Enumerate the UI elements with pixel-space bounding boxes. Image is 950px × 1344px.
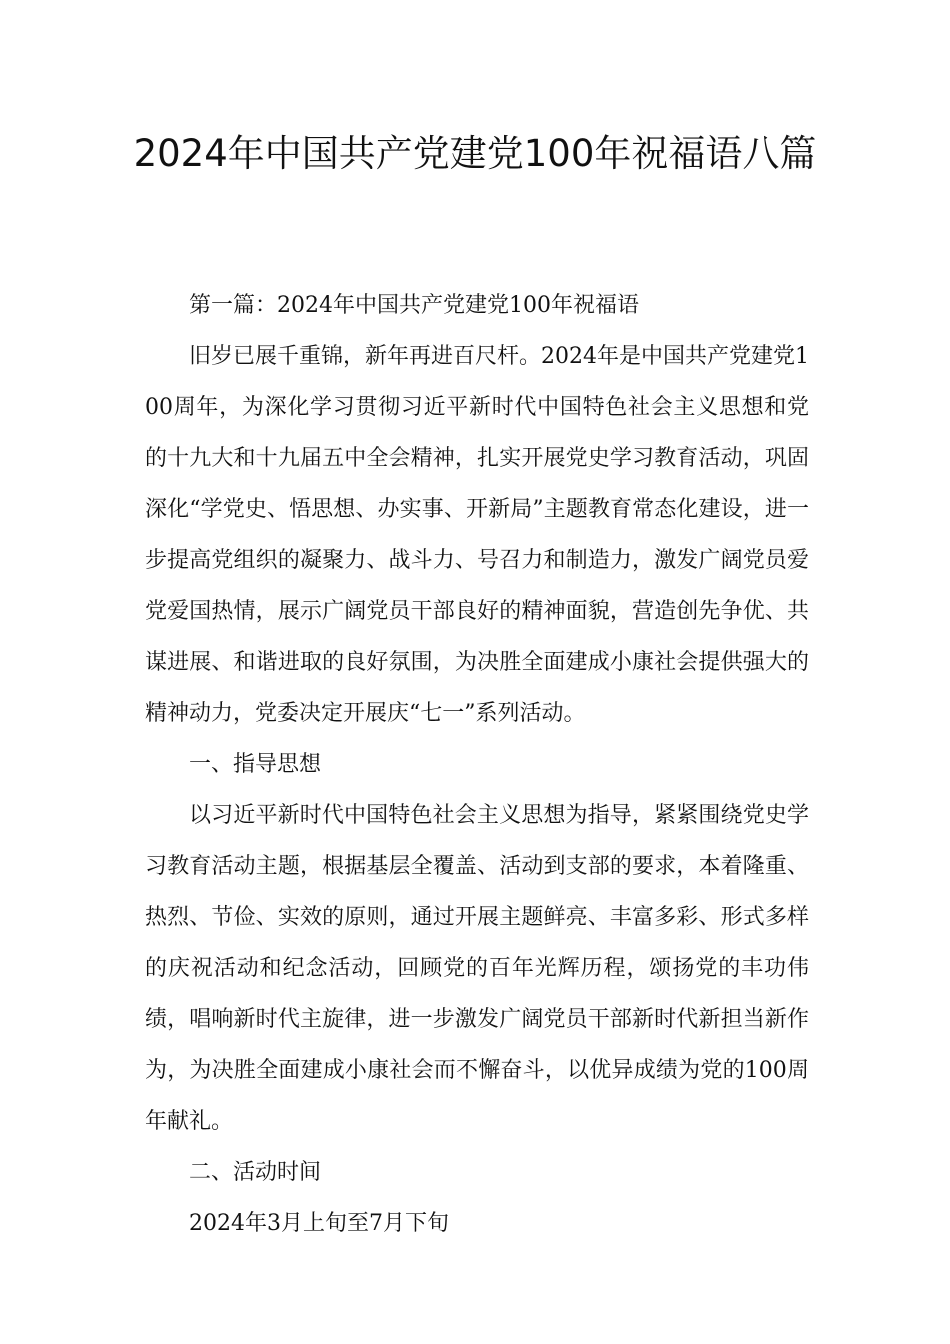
section-heading-guiding-ideology: 一、指导思想 bbox=[189, 752, 322, 777]
section-heading-activity-time: 二、活动时间 bbox=[189, 1160, 322, 1185]
activity-time-paragraph: 2024年3月上旬至7月下旬 bbox=[189, 1211, 449, 1236]
guiding-ideology-paragraph: 以习近平新时代中国特色社会主义思想为指导，紧紧围绕党史学习教育活动主题，根据基层全覆盖、活动到支部的要求，本着隆重、热烈、节俭、实效的原则，通过开展主题鲜亮、丰富多彩、形式多样的庆祝活动和纪念活动，回顾党的百年光辉历程，颂扬党的丰功伟绩，唱响新时代主旋律，进一步激发广阔党员干部新时代新担当新作为，为决胜全面建成小康社会而不懈奋斗，以优异成绩为党的100周年献礼。 bbox=[145, 803, 809, 1134]
intro-paragraph: 旧岁已展千重锦，新年再进百尺杆。2024年是中国共产党建党100周年，为深化学习贯彻习近平新时代中国特色社会主义思想和党的十九大和十九届五中全会精神，扎实开展党史学习教育活动，巩固深化“学党史、悟思想、办实事、开新局”主题教育常态化建设，进一步提高党组织的凝聚力、战斗力、号召力和制造力，激发广阔党员爱党爱国热情，展示广阔党员干部良好的精神面貌，营造创先争优、共谋进展、和谐进取的良好氛围，为决胜全面建成小康社会提供强大的精神动力，党委决定开展庆“七一”系列活动。 bbox=[145, 344, 809, 726]
document-title: 2024年中国共产党建党100年祝福语八篇 bbox=[133, 132, 817, 175]
section-heading-part-one: 第一篇：2024年中国共产党建党100年祝福语 bbox=[189, 293, 639, 318]
document-body bbox=[145, 280, 809, 1249]
